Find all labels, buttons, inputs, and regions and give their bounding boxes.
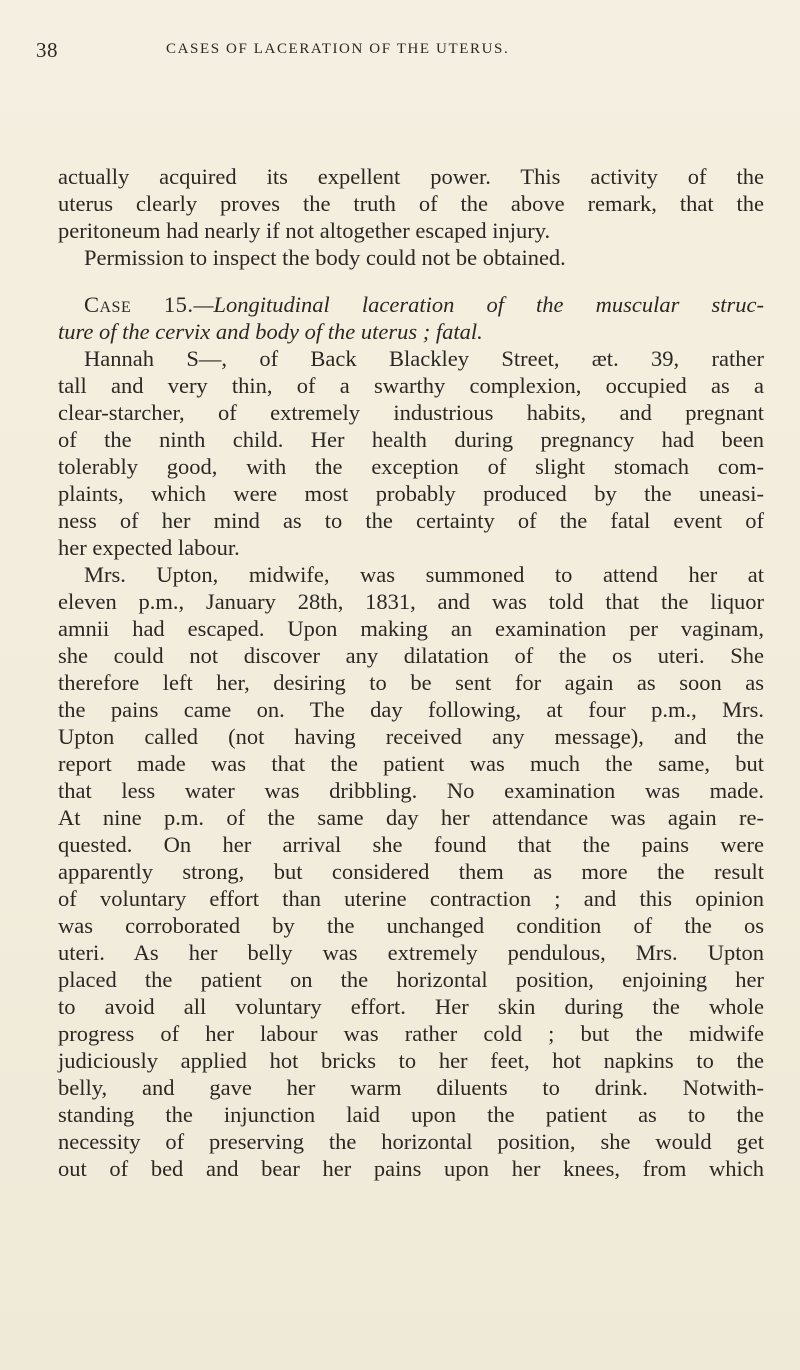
text-line: report made was that the patient was much the same, but xyxy=(58,751,764,776)
text-line: necessity of preserving the horizontal position, she would get xyxy=(58,1129,764,1154)
text-line: actually acquired its expellent power. This activity of the xyxy=(58,164,764,189)
text-line: plaints, which were most probably produced by the uneasi- xyxy=(58,481,764,506)
text-line: tall and very thin, of a swarthy complexion, occupied as a xyxy=(58,373,764,398)
text-line: that less water was dribbling. No examination was made. xyxy=(58,778,764,803)
text-line: eleven p.m., January 28th, 1831, and was told that the liquor xyxy=(58,589,764,614)
text-line: Upton called (not having received any message), and the xyxy=(58,724,764,749)
text-line: ness of her mind as to the certainty of the fatal event of xyxy=(58,508,764,533)
case-title: —Longitudinal laceration of the muscular struc- xyxy=(193,292,764,317)
text-line: out of bed and bear her pains upon her knees, from which xyxy=(58,1156,764,1181)
text-line: Hannah S—, of Back Blackley Street, æt. 39, rather xyxy=(84,346,764,371)
text-line: uteri. As her belly was extremely pendulous, Mrs. Upton xyxy=(58,940,764,965)
text-line: quested. On her arrival she found that the pains were xyxy=(58,832,764,857)
text-line: her expected labour. xyxy=(58,535,240,560)
text-line: the pains came on. The day following, at four p.m., Mrs. xyxy=(58,697,764,722)
text-line: she could not discover any dilatation of the os uteri. She xyxy=(58,643,764,668)
case-title-continued: ture of the cervix and body of the uterus ; fatal. xyxy=(58,319,483,344)
page-number: 38 xyxy=(36,38,58,62)
text-line: judiciously applied hot bricks to her feet, hot napkins to the xyxy=(58,1048,764,1073)
text-line: uterus clearly proves the truth of the above remark, that the xyxy=(58,191,764,216)
body-text xyxy=(58,163,764,1182)
text-line: At nine p.m. of the same day her attendance was again re- xyxy=(58,805,764,830)
text-line: amnii had escaped. Upon making an examination per vaginam, xyxy=(58,616,764,641)
running-head xyxy=(36,38,766,68)
text-line: therefore left her, desiring to be sent for again as soon as xyxy=(58,670,764,695)
text-line: tolerably good, with the exception of slight stomach com- xyxy=(58,454,764,479)
text-line: of the ninth child. Her health during pregnancy had been xyxy=(58,427,764,452)
text-line: was corroborated by the unchanged condition of the os xyxy=(58,913,764,938)
case-heading-line xyxy=(58,291,764,318)
text-line: to avoid all voluntary effort. Her skin during the whole xyxy=(58,994,764,1019)
text-line: belly, and gave her warm diluents to drink. Notwith- xyxy=(58,1075,764,1100)
running-title: CASES OF LACERATION OF THE UTERUS. xyxy=(166,41,510,57)
text-line: apparently strong, but considered them as more the result xyxy=(58,859,764,884)
text-line: peritoneum had nearly if not altogether escaped injury. xyxy=(58,218,551,243)
text-line: clear-starcher, of extremely industrious habits, and pregnant xyxy=(58,400,764,425)
case-label: Case 15. xyxy=(84,292,194,317)
text-line: standing the injunction laid upon the patient as to the xyxy=(58,1102,764,1127)
text-line: Mrs. Upton, midwife, was summoned to attend her at xyxy=(84,562,764,587)
text-line: placed the patient on the horizontal position, enjoining her xyxy=(58,967,764,992)
text-line: progress of her labour was rather cold ; but the midwife xyxy=(58,1021,764,1046)
text-line: of voluntary effort than uterine contraction ; and this opinion xyxy=(58,886,764,911)
text-line: Permission to inspect the body could not be obtained. xyxy=(84,245,566,270)
paragraph-gap xyxy=(58,271,764,291)
